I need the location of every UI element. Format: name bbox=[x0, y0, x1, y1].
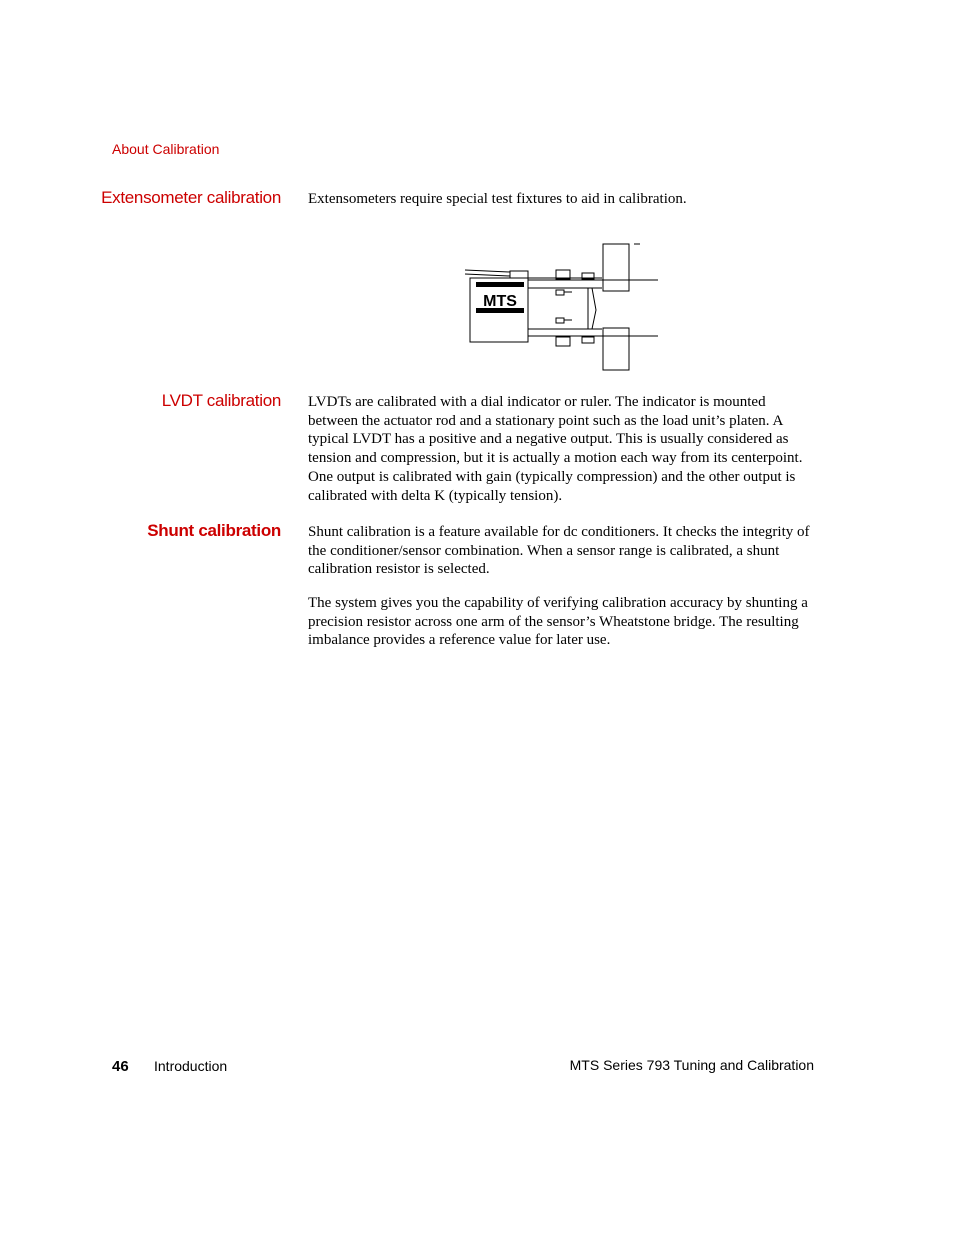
shunt-paragraph-1: Shunt calibration is a feature available for dc conditioners. It checks the integrity of the conditioner/sensor combination. When a sensor range is calibrated, a shunt calibration resistor is selected. bbox=[308, 524, 810, 578]
running-head: About Calibration bbox=[112, 141, 220, 157]
shunt-heading: Shunt calibration bbox=[147, 521, 281, 540]
extensometer-fixture-figure bbox=[462, 240, 662, 374]
lower-grip bbox=[603, 328, 629, 370]
extensometer-paragraph: Extensometers require special test fixtures to aid in calibration. bbox=[308, 191, 687, 207]
footer-doc-title: MTS Series 793 Tuning and Calibration bbox=[569, 1057, 814, 1073]
upper-grip bbox=[603, 244, 629, 291]
lvdt-paragraph: LVDTs are calibrated with a dial indicator or ruler. The indicator is mounted between the actuator rod and a stationary point such as the load unit’s platen. A typical LVDT has a positive and a negative output. This is usually considered as tension and compression, but it is actually a motion each way from its centerpoint. One output is calibrated with gain (typically compression) and the other output is calibrated with delta K (typically tension). bbox=[308, 394, 803, 504]
mts-logo: MTS bbox=[483, 293, 517, 310]
page-number: 46 bbox=[112, 1058, 129, 1075]
shunt-paragraph-2: The system gives you the capability of verifying calibration accuracy by shunting a precision resistor across one arm of the sensor’s Wheatstone bridge. The resulting imbalance provides a reference value for later use. bbox=[308, 595, 808, 649]
footer-section: Introduction bbox=[154, 1058, 228, 1074]
lvdt-heading: LVDT calibration bbox=[161, 391, 281, 410]
extensometer-heading: Extensometer calibration bbox=[101, 188, 281, 207]
